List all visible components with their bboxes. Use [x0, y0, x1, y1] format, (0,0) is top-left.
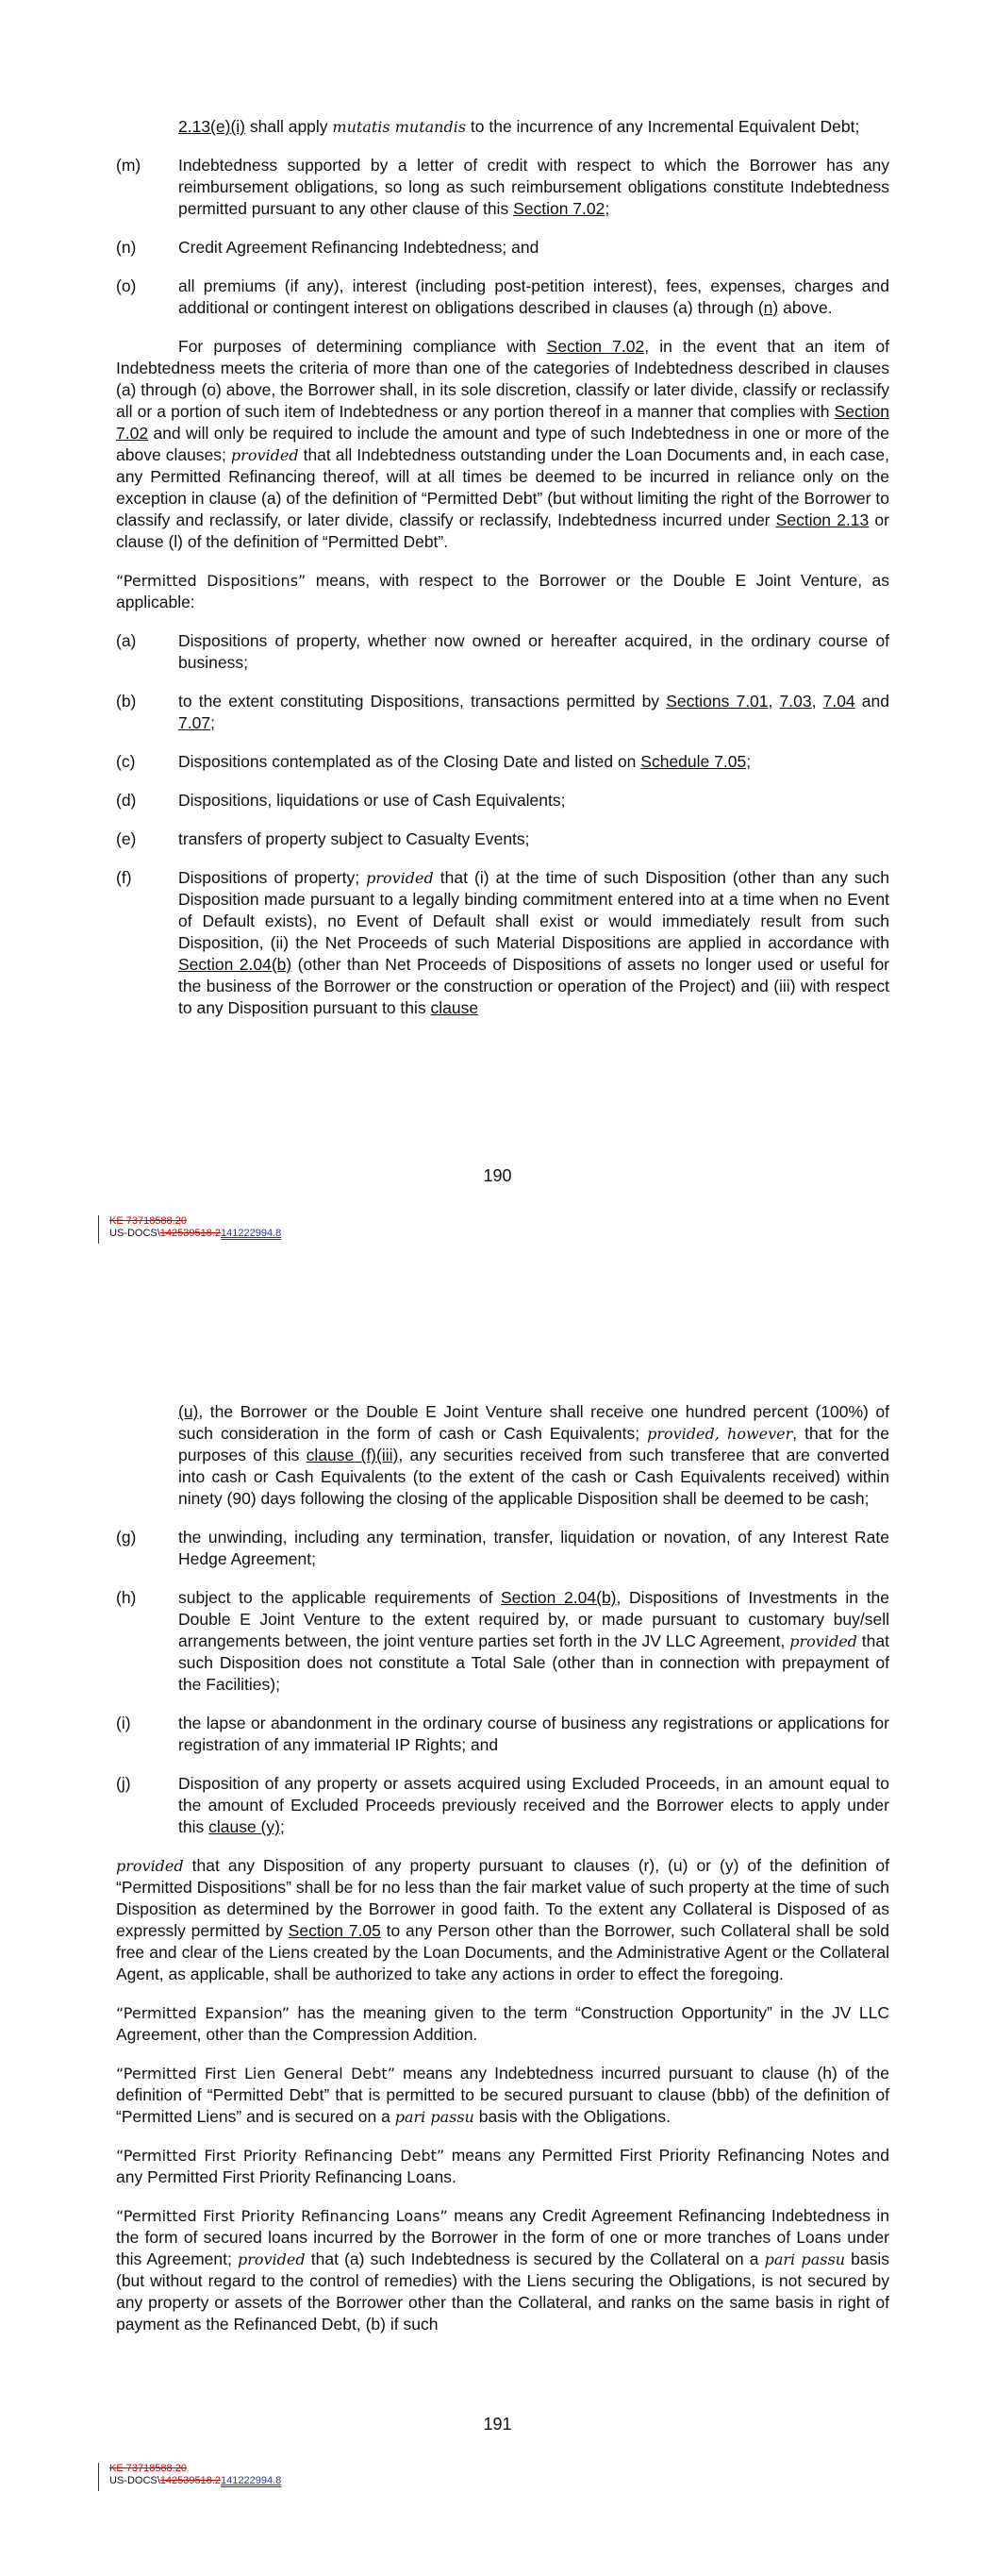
clause-e — [116, 828, 889, 850]
clause-label: (d) — [116, 791, 137, 810]
clause-label: (a) — [116, 631, 137, 650]
clause-g — [116, 1527, 889, 1570]
clause-label: (i) — [116, 1714, 131, 1732]
continuation-paragraph: 2.13(e)(i) shall apply mutatis mutandis to the incurrence of any Incremental Equivalent Debt; — [178, 117, 860, 136]
italic-term: pari passu — [394, 2108, 474, 2126]
change-bar — [98, 2463, 99, 2491]
page-191 — [0, 1387, 995, 2576]
clause-i — [116, 1713, 889, 1756]
italic-term: provided — [230, 446, 299, 464]
continuation-paragraph: (u), the Borrower or the Double E Joint Venture shall receive one hundred percent (100%) of such consideration in the form of cash or Cash Equivalents; provided, however, that for the purposes of this clause (f)(iii), any securities received from such transferee that are converted into cash or Cash Equivalents (to the extent of the cash or Cash Equivalents received) within ninety (90) days following the closing of the applicable Disposition shall be deemed to be cash; — [178, 1402, 890, 1508]
defined-term: “Permitted Dispositions” — [116, 572, 307, 590]
page-190 — [0, 0, 995, 1274]
section-link[interactable]: Sections 7.01 — [666, 692, 769, 711]
definition-permitted-first-lien-general-debt: “Permitted First Lien General Debt” means any Indebtedness incurred pursuant to clause (h) of the definition of “Permitted Debt” that is permitted to be secured pursuant to clause (bbb) of the definition of “Permitted Liens” and is secured on a pari passu basis with the Obligations. — [116, 2064, 890, 2126]
page-number: 190 — [483, 1166, 512, 1185]
section-link[interactable]: 7.04 — [822, 692, 855, 711]
clause-label: (f) — [116, 868, 132, 887]
page-content — [116, 116, 889, 1036]
provided-paragraph: provided that any Disposition of any property pursuant to clauses (r), (u) or (y) of the definition of “Permitted Dispositions” shall be for no less than the fair market value of such property at the time of such Disposition as determined by the Borrower in good faith. To the extent any Collateral is Disposed of as expressly permitted by Section 7.05 to any Person other than the Borrower, such Collateral shall be sold free and clear of the Liens created by the Loan Documents, and the Administrative Agent or the Collateral Agent, as applicable, shall be authorized to take any actions in order to effect the foregoing. — [116, 1856, 889, 1983]
clause-text: Dispositions of property, whether now owned or hereafter acquired, in the ordinary course of business; — [178, 631, 889, 672]
clause-o: (o) all premiums (if any), interest (including post-petition interest), fees, expenses, charges and additional or contingent interest on obligations described in clauses (a) through (n) above. — [116, 276, 889, 317]
clause-f: (f) Dispositions of property; provided that (i) at the time of such Disposition (other than any such Disposition made pursuant to a legally binding commitment entered into at a time when no Event of Default exists), no Event of Default shall exist or would immediately result from such Disposition, (ii) the Net Proceeds of such Material Dispositions are applied in accordance with Section 2.04(b) (other than Net Proceeds of Dispositions of assets no longer used or useful for the business of the Borrower or the construction or operation of the Project) and (iii) with respect to any Disposition pursuant to this clause — [116, 868, 889, 1017]
clause-link[interactable]: (n) — [757, 298, 779, 317]
clause-link[interactable]: clause (y) — [208, 1817, 280, 1836]
defined-term: “Permitted First Lien General Debt” — [116, 2065, 395, 2083]
footer-doc-id: US-DOCS\142539518.2141222994.8 — [109, 1228, 282, 1239]
italic-term: provided, however — [647, 1425, 793, 1443]
footer-doc-id: US-DOCS\142539518.2141222994.8 — [109, 2475, 282, 2486]
section-link[interactable]: Section 7.02 — [513, 199, 605, 218]
page-content — [116, 1401, 889, 2352]
defined-term: “Permitted First Priority Refinancing Loans” — [116, 2207, 448, 2225]
clause-label: (b) — [116, 692, 137, 711]
clause-label: (n) — [116, 238, 137, 257]
definition-permitted-expansion: “Permitted Expansion” has the meaning given to the term “Construction Opportunity” in the JV LLC Agreement, other than the Compression Addition. — [116, 2003, 889, 2044]
change-bar — [98, 1215, 99, 1244]
section-link[interactable]: 7.03 — [779, 692, 812, 711]
section-link[interactable]: Section 7.02 — [546, 337, 645, 356]
clause-b: (b) to the extent constituting Dispositions, transactions permitted by Sections 7.01, 7.03, 7.04 and 7.07; — [116, 692, 889, 732]
clause-link[interactable]: (u) — [178, 1402, 199, 1421]
section-link[interactable]: 7.07 — [178, 713, 211, 732]
section-link[interactable]: Section 2.04(b) — [501, 1588, 617, 1607]
clause-m: (m) Indebtedness supported by a letter of credit with respect to which the Borrower has any reimbursement obligations, so long as such reimbursement obligations constitute Indebtedness permitted pursuant to any other clause of this Section 7.02; — [116, 156, 889, 218]
clause-j: (j) Disposition of any property or assets acquired using Excluded Proceeds, in an amount equal to the amount of Excluded Proceeds previously received and the Borrower elects to apply under this clause (y); — [116, 1774, 889, 1836]
document-footer — [109, 2463, 281, 2487]
clause-label: (h) — [116, 1588, 137, 1607]
clause-label: (c) — [116, 752, 136, 771]
clause-text: Dispositions, liquidations or use of Cash Equivalents; — [178, 791, 566, 810]
clause-text: the unwinding, including any termination, transfer, liquidation or novation, of any Interest Rate Hedge Agreement; — [178, 1528, 889, 1568]
purposes-paragraph: For purposes of determining compliance with Section 7.02, in the event that an item of Indebtedness meets the criteria of more than one of the categories of Indebtedness described in clauses (a) through (o) above, the Borrower shall, in its sole discretion, classify or later divide, classify or reclassify all or a portion of such item of Indebtedness or any portion thereof in a manner that complies with Section 7.02 and will only be required to include the amount and type of such Indebtedness in one or more of the above clauses; provided that all Indebtedness outstanding under the Loan Documents and, in each case, any Permitted Refinancing thereof, will at all times be deemed to be incurred in reliance only on the exception in clause (a) of the definition of “Permitted Debt” (but without limiting the right of the Borrower to classify and reclassify, or later divide, classify or reclassify, Indebtedness incurred under Section 2.13 or clause (l) of the definition of “Permitted Debt”. — [116, 337, 890, 551]
clause-link[interactable]: clause (f)(iii) — [306, 1446, 399, 1464]
clause-label: (m) — [116, 156, 141, 175]
clause-label: (o) — [116, 276, 137, 295]
footer-deleted-id: KE 73718588.20 — [109, 2463, 187, 2474]
document-footer — [109, 1215, 281, 1240]
clause-text: transfers of property subject to Casualty Events; — [178, 829, 530, 848]
definition-permitted-dispositions: “Permitted Dispositions” means, with respect to the Borrower or the Double E Joint Venture, as applicable: — [116, 571, 890, 611]
section-link[interactable]: Section 2.13 — [775, 510, 870, 529]
clause-d — [116, 790, 889, 811]
section-link[interactable]: Section 7.02 — [116, 402, 889, 443]
definition-permitted-first-priority-refinancing-loans: “Permitted First Priority Refinancing Loans” means any Credit Agreement Refinancing Indebtedness in the form of secured loans incurred by the Borrower in the form of one or more tranches of Loans under this Agreement; provided that (a) such Indebtedness is secured by the Collateral on a pari passu basis (but without regard to the control of remedies) with the Liens securing the Obligations, is not secured by any property or assets of the Borrower other than the Collateral, and ranks on the same basis in right of payment as the Refinanced Debt, (b) if such — [116, 2206, 889, 2333]
defined-term: “Permitted First Priority Refinancing Debt” — [116, 2147, 445, 2165]
italic-term: provided — [789, 1632, 857, 1650]
italic-term: provided — [366, 869, 434, 887]
clause-label: (e) — [116, 829, 137, 848]
schedule-link[interactable]: Schedule 7.05 — [640, 752, 747, 771]
clause-h: (h) subject to the applicable requirements of Section 2.04(b), Dispositions of Investments in the Double E Joint Venture to the extent required by, or made pursuant to customary buy/sell arrangements between, the joint venture parties set forth in the JV LLC Agreement, provided that such Disposition does not constitute a Total Sale (other than in connection with prepayment of the Facilities); — [116, 1588, 889, 1694]
section-link[interactable]: 2.13(e)(i) — [178, 117, 245, 136]
defined-term: “Permitted Expansion” — [116, 2004, 290, 2022]
clause-link[interactable]: clause — [430, 998, 479, 1017]
clause-a — [116, 630, 889, 674]
footer-deleted-id: KE 73718588.20 — [109, 1215, 187, 1227]
clause-text: Credit Agreement Refinancing Indebtedness; and — [178, 238, 539, 257]
clause-label: (j) — [116, 1774, 131, 1793]
definition-permitted-first-priority-refinancing-debt: “Permitted First Priority Refinancing Debt” means any Permitted First Priority Refinancing Notes and any Permitted First Priority Refinancing Loans. — [116, 2146, 890, 2186]
page-number: 191 — [483, 2415, 512, 2434]
italic-term: provided — [116, 1857, 184, 1875]
clause-text: the lapse or abandonment in the ordinary course of business any registrations or applications for registration of any immaterial IP Rights; and — [178, 1714, 889, 1754]
clause-label: (g) — [116, 1528, 137, 1547]
section-link[interactable]: Section 7.05 — [288, 1921, 381, 1940]
clause-n — [116, 237, 889, 259]
italic-term: mutatis mutandis — [332, 118, 467, 136]
clause-c: (c) Dispositions contemplated as of the Closing Date and listed on Schedule 7.05; — [116, 752, 752, 771]
section-link[interactable]: Section 2.04(b) — [178, 955, 292, 974]
italic-term: pari passu — [764, 2250, 845, 2268]
italic-term: provided — [237, 2250, 306, 2268]
